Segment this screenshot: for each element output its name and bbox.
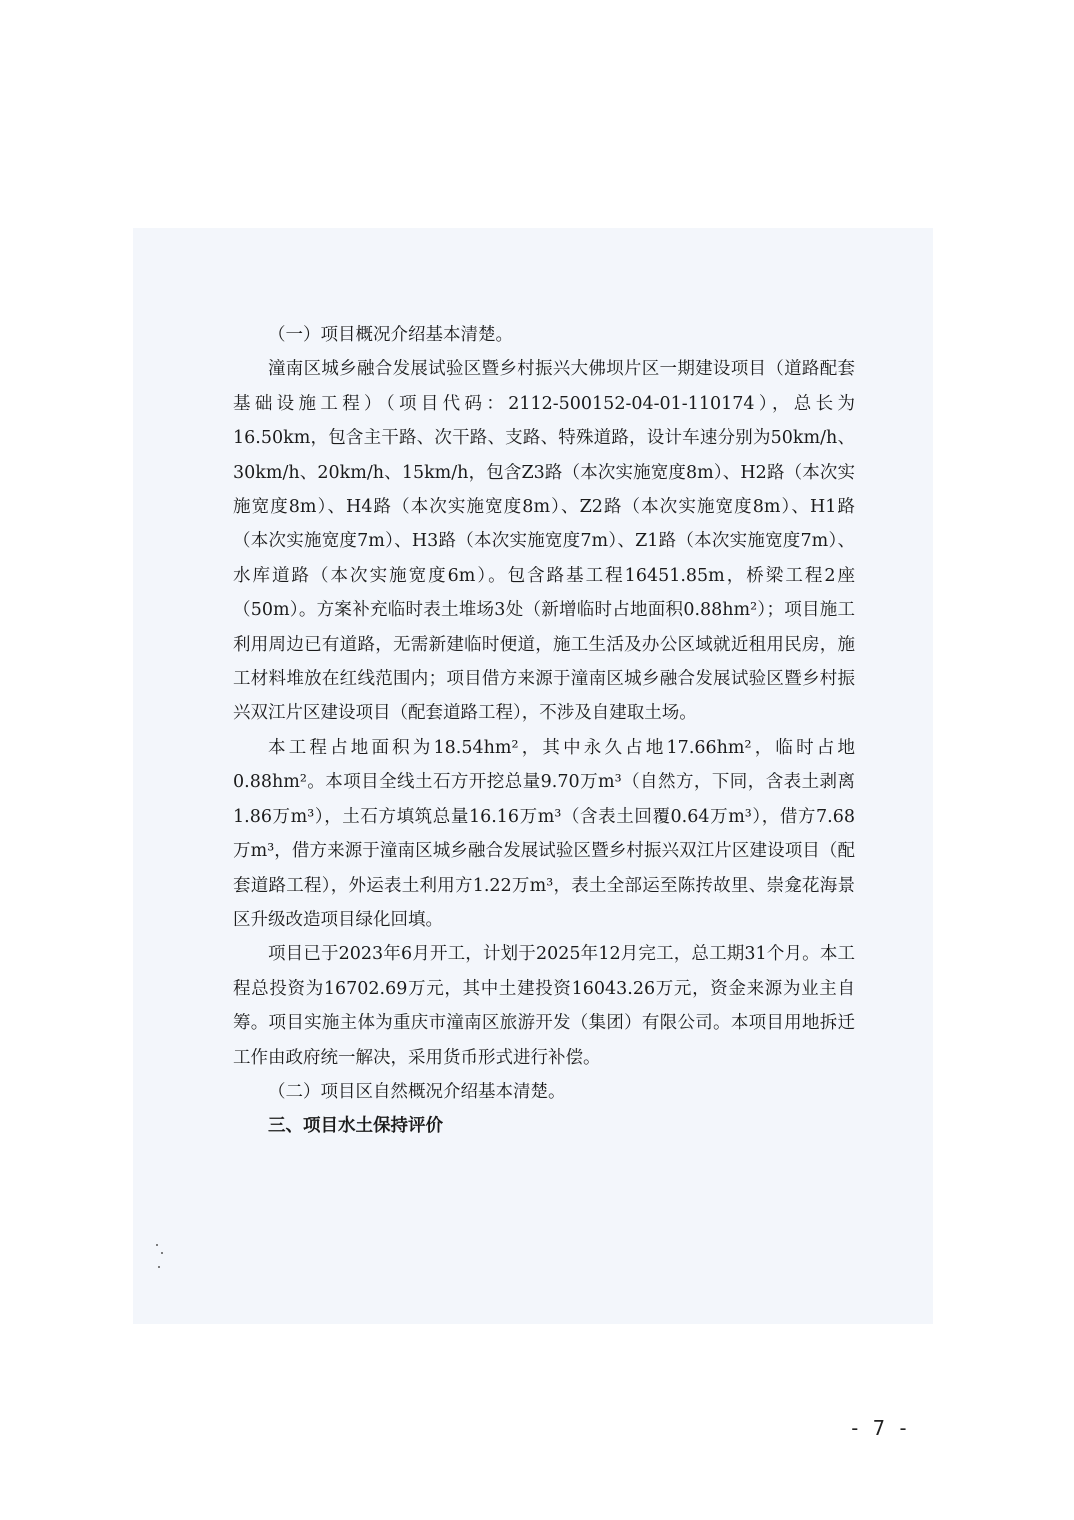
scanned-page bbox=[133, 228, 933, 1324]
section-heading-project-overview: （一）项目概况介绍基本清楚。 bbox=[268, 325, 513, 345]
paragraph-project-description: 潼南区城乡融合发展试验区暨乡村振兴大佛坝片区一期建设项目（道路配套基础设施工程）（项目代码：2112-500152-04-01-110174），总长为16.50km，包含主干路、次干路、支路、特殊道路，设计车速分别为50km/h、30km/h、20km/h、15km/h，包含Z3路（本次实施宽度8m）、H2路（本次实施宽度8m）、H4路（本次实施宽度8m）、Z2路（本次实施宽度8m）、H1路（本次实施宽度7m）、H3路（本次实施宽度7m）、Z1路（本次实施宽度7m）、水库道路（本次实施宽度6m）。包含路基工程16451.85m，桥梁工程2座（50m）。方案补充临时表土堆场3处（新增临时占地面积0.88hm²）；项目施工利用周边已有道路，无需新建临时便道，施工生活及办公区域就近租用民房，施工材料堆放在红线范围内；项目借方来源于潼南区城乡融合发展试验区暨乡村振兴双江片区建设项目（配套道路工程），不涉及自建取土场。 bbox=[233, 359, 855, 724]
scan-speck bbox=[158, 1266, 160, 1268]
paragraph-schedule-and-investment: 项目已于2023年6月开工，计划于2025年12月完工，总工期31个月。本工程总投资为16702.69万元，其中土建投资16043.26万元，资金来源为业主自筹。项目实施主体为重庆市潼南区旅游开发（集团）有限公司。本项目用地拆迁工作由政府统一解决，采用货币形式进行补偿。 bbox=[233, 944, 855, 1068]
section-heading-natural-overview: （二）项目区自然概况介绍基本清楚。 bbox=[268, 1081, 566, 1102]
document-body bbox=[233, 318, 855, 1144]
page-number: - 7 - bbox=[848, 1416, 909, 1440]
paragraph-land-and-earthwork: 本工程占地面积为18.54hm²，其中永久占地17.66hm²，临时占地0.88hm²。本项目全线土石方开挖总量9.70万m³（自然方，下同，含表土剥离1.86万m³），土石方填筑总量16.16万m³（含表土回覆0.64万m³），借方7.68万m³，借方来源于潼南区城乡融合发展试验区暨乡村振兴双江片区建设项目（配套道路工程），外运表土利用方1.22万m³，表土全部运至陈抟故里、崇龛花海景区升级改造项目绿化回填。 bbox=[233, 737, 855, 930]
section-heading-soil-conservation: 三、项目水土保持评价 bbox=[268, 1116, 443, 1137]
scan-speck bbox=[156, 1244, 158, 1246]
scan-speck bbox=[161, 1252, 163, 1254]
